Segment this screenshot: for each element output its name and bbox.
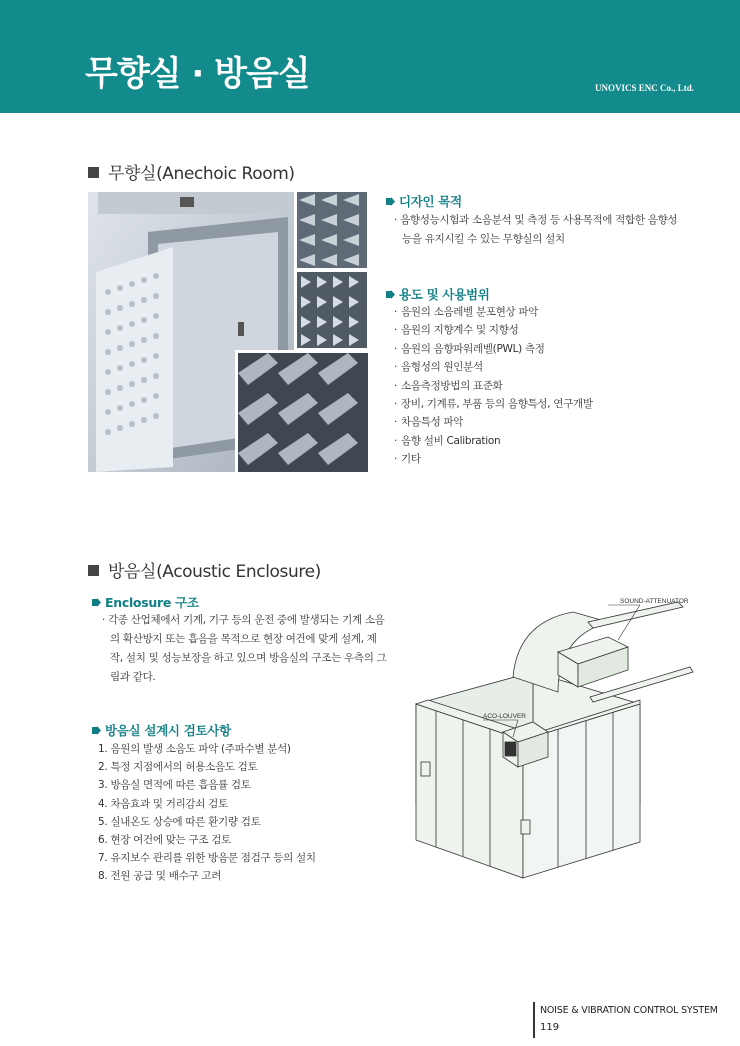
list-item: 2. 특정 지점에서의 허용소음도 검토	[98, 761, 258, 774]
arrow-icon	[386, 197, 395, 206]
structure-line: 의 확산방지 또는 흡음을 목적으로 현장 여건에 맞게 설계, 제	[110, 633, 377, 645]
arrow-icon	[92, 598, 101, 607]
company-name: UNOVICS ENC Co., Ltd.	[594, 83, 694, 93]
section-title-text: 방음실(Acoustic Enclosure)	[108, 562, 321, 582]
structure-line: · 각종 산업체에서 기계, 기구 등의 운전 중에 발생되는 기계 소음	[102, 614, 385, 626]
list-item: · 음형성의 원인분석	[394, 361, 483, 374]
wedge-detail-photo-2	[297, 272, 367, 348]
section-title-text: 무향실(Anechoic Room)	[108, 164, 295, 184]
enclosure-diagram	[408, 592, 708, 892]
arrow-icon	[386, 290, 395, 299]
footer-system-name: NOISE & VIBRATION CONTROL SYSTEM	[540, 1005, 718, 1016]
list-item: · 기타	[394, 453, 421, 466]
purpose-line: · 음향성능시험과 소음분석 및 측정 등 사용목적에 적합한 음향성	[394, 214, 678, 226]
wedge-closeup-photo	[235, 350, 368, 472]
structure-heading	[92, 593, 199, 611]
list-item: · 소음측정방법의 표준화	[394, 379, 503, 392]
page-number: 119	[540, 1022, 560, 1033]
list-item: · 차음특성 파악	[394, 416, 464, 429]
list-item: 3. 방음실 면적에 따른 흡음률 검토	[98, 779, 251, 792]
page-title: 무향실 · 방음실	[85, 54, 310, 94]
square-bullet-icon	[88, 167, 99, 178]
list-item: · 음향 설비 Calibration	[394, 434, 501, 447]
purpose-line: 능을 유지시킬 수 있는 무향실의 설치	[402, 232, 565, 245]
section-title-anechoic	[88, 159, 295, 184]
list-item: 1. 음원의 발생 소음도 파악 (주파수별 분석)	[98, 743, 291, 755]
list-item: 6. 현장 여건에 맞는 구조 검토	[98, 834, 231, 847]
review-list	[98, 740, 316, 886]
structure-line: 작, 설치 및 성능보장을 하고 있으며 방음실의 구조는 우측의 그	[110, 652, 387, 664]
review-heading-text: 방음실 설계시 검토사항	[105, 723, 231, 738]
purpose-heading	[386, 192, 462, 210]
list-item: · 음원의 소음레벨 분포현상 파악	[394, 306, 539, 318]
usage-list	[394, 303, 593, 469]
usage-heading-text: 용도 및 사용범위	[399, 287, 490, 302]
wedge-detail-photo-1	[297, 192, 367, 268]
structure-heading-text: Enclosure 구조	[105, 595, 199, 610]
list-item: · 음원의 음향파워레벨(PWL) 측정	[394, 342, 545, 355]
list-item: · 음원의 지향계수 및 지향성	[394, 324, 519, 337]
arrow-icon	[92, 726, 101, 735]
purpose-heading-text: 디자인 목적	[399, 194, 462, 209]
list-item: 4. 차음효과 및 거리감쇠 검토	[98, 797, 228, 810]
list-item: · 장비, 기계류, 부품 등의 음향특성, 연구개발	[394, 398, 593, 411]
purpose-text	[394, 211, 677, 248]
sound-attenuator-label: SOUND-ATTENUATOR	[620, 598, 689, 605]
list-item: 7. 유지보수 관리를 위한 방음문 점검구 등의 설치	[98, 852, 316, 865]
page-header	[0, 0, 740, 113]
footer-divider	[533, 1002, 535, 1038]
usage-heading	[386, 285, 490, 303]
section-title-enclosure	[88, 557, 321, 582]
square-bullet-icon	[88, 565, 99, 576]
review-heading	[92, 721, 231, 739]
list-item: 5. 실내온도 상승에 따른 환기량 검토	[98, 815, 261, 828]
list-item: 8. 전원 공급 및 배수구 고려	[98, 870, 222, 883]
structure-line: 림과 같다.	[110, 671, 156, 683]
structure-text	[102, 611, 386, 687]
aco-louver-label: ACO-LOUVER	[483, 713, 526, 720]
